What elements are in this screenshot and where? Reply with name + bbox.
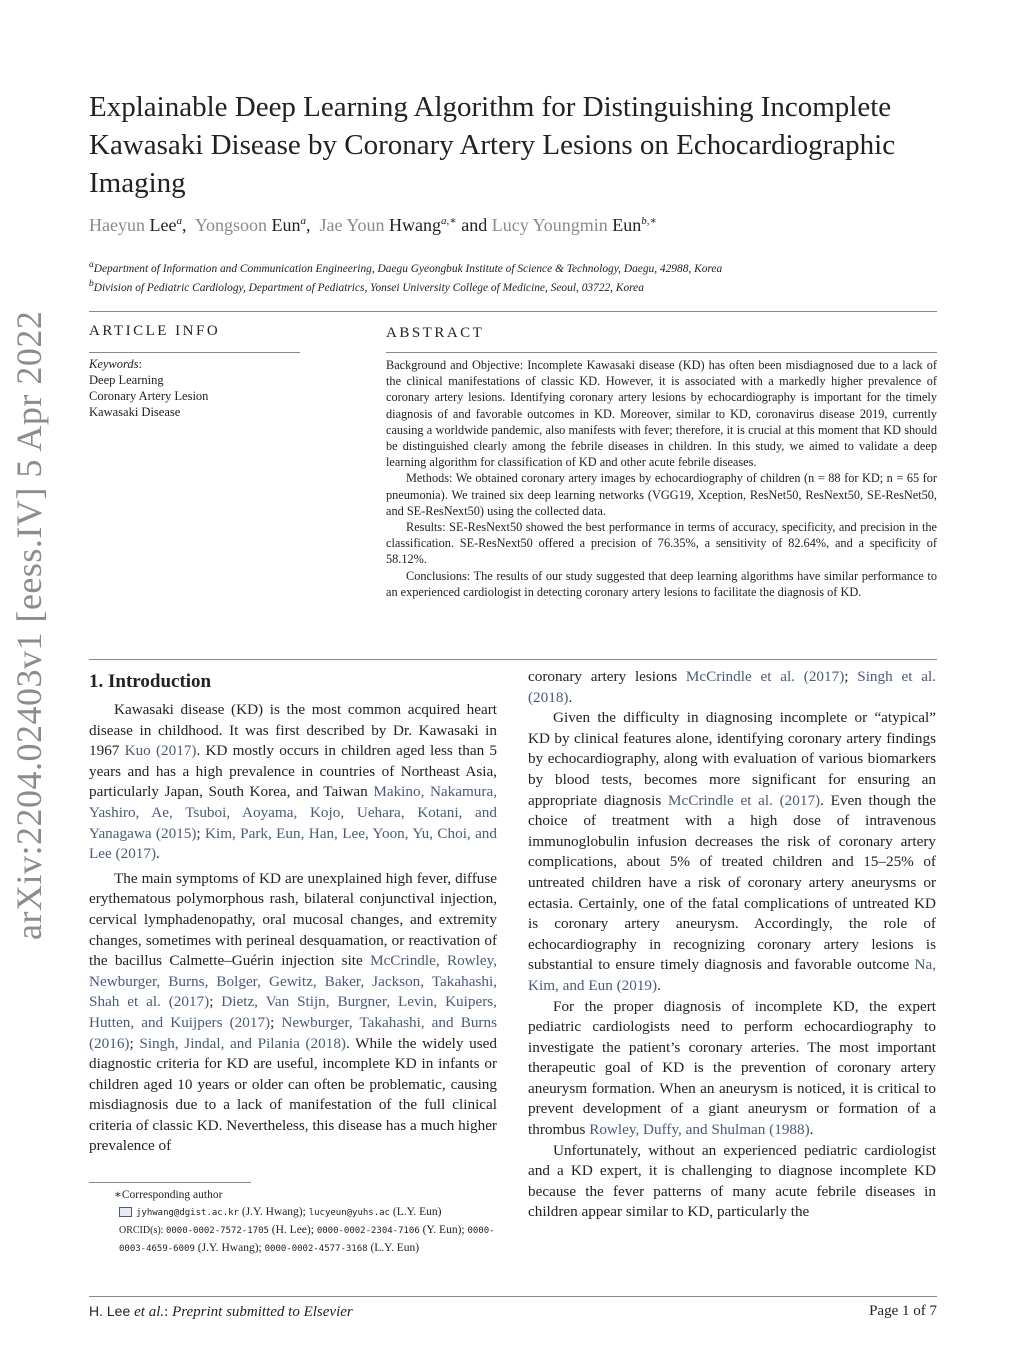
- citation-link[interactable]: Na, Kim, and Eun (2019): [528, 956, 936, 994]
- text-run: . KD mostly occurs in children aged less than 5 years and has a high prevalence in countries of Northeast Asia, particularly Japan, South Korea, and Taiwan: [89, 742, 497, 801]
- text-run: (L.Y. Eun): [367, 1242, 420, 1254]
- keyword-item: Deep Learning: [89, 373, 164, 387]
- text-run: .: [568, 688, 573, 706]
- abstract-paragraph: Results: SE-ResNext50 showed the best performance in terms of accuracy, specificity, and precision in the classification. SE-ResNext50 offered a precision of 76.35%, a sensitivity of 82.64%, and a specificity of 58.12%.: [386, 520, 937, 567]
- citation-link[interactable]: Kim, Park, Eun, Han, Lee, Yoon, Yu, Choi, and Lee (2017): [89, 824, 497, 863]
- text-run: . Even though the choice of treatment with a high dose of intravenous immunoglobulin infusion decreases the risk of coronary artery complications, about 5% of treated children and 15–25% of untreated children have a risk of coronary artery aneurysms or ectasia. Certainly, one of the fatal complications of untreated KD is coronary artery aneurysm. Accordingly, the role of echocardiography in recognizing coronary artery lesions is substantial to ensure timely diagnosis and favorable outcome: [528, 791, 937, 974]
- page-number: Page 1 of 7: [869, 1303, 937, 1319]
- orcid-id: 0000-0002-2304-7106: [316, 1226, 420, 1236]
- affiliation-mark: a: [89, 260, 94, 270]
- right-column: [528, 667, 936, 1223]
- section-heading: 1. Introduction: [89, 671, 212, 692]
- author-list: Haeyun Lee$^a$, Yongsoon Eun$^a$, Jae Youn Hwang$^{a,∗}$ and Lucy Youngmin Eun$^{b,∗}$: [89, 215, 658, 235]
- abstract-body: [386, 357, 937, 600]
- text-run: For the proper diagnosis of incomplete KD, the expert pediatric cardiologists need to perform echocardiography to investigate the patient’s coronary arteries. The most important therapeutic goal of KD is the prevention of coronary artery aneurysm formation. When an aneurysm is noticed, it is critical to prevent development of a giant aneurysm or formation of a thrombus: [528, 997, 936, 1139]
- citation-link[interactable]: McCrindle, Rowley, Newburger, Burns, Bolger, Gewitz, Baker, Jackson, Takahashi, Shah et al. (2017): [89, 952, 498, 1011]
- author-first-name[interactable]: Lucy Youngmin: [491, 215, 608, 235]
- author-last-name: Eun: [612, 215, 642, 235]
- text-run: coronary artery lesions: [528, 668, 686, 685]
- author-first-name[interactable]: Jae Youn: [319, 215, 385, 235]
- email-line: [89, 1204, 497, 1222]
- abstract-divider: [386, 352, 937, 353]
- citation-link[interactable]: Rowley, Duffy, and Shulman (1988): [589, 1121, 810, 1139]
- footnote-divider: [89, 1182, 251, 1183]
- citation-link[interactable]: McCrindle et al. (2017): [685, 668, 845, 685]
- abstract-paragraph: Methods: We obtained coronary artery images by echocardiography of children (n = 88 for KD; n = 65 for pneumonia). We trained six deep learning networks (VGG19, Xception, ResNet50, ResNext50, SE-ResNet50, and SE-ResNext50) using the collected data.: [386, 471, 937, 518]
- text-run: Given the difficulty in diagnosing incomplete or “atypical” KD by clinical features alone, identifying coronary artery findings by echocardiography, along with evaluation of various biomarkers by blood tests, becomes more significant for ensuring an appropriate diagnosis: [528, 709, 936, 809]
- citation-link[interactable]: McCrindle et al. (2017): [667, 791, 821, 809]
- body-paragraph: Unfortunately, without an experienced pediatric cardiologist and a KD expert, it is challenging to diagnose incomplete KD because the fever patterns of many acute febrile diseases in children appear similar to KD, particularly the: [528, 1141, 936, 1221]
- author-conjunction: and: [461, 215, 488, 235]
- footer-divider: [89, 1296, 937, 1297]
- orcid-id: 0000-0002-4577-3168: [264, 1244, 368, 1254]
- citation-link[interactable]: Kuo (2017): [124, 742, 197, 760]
- citation-link[interactable]: Singh et al. (2018): [528, 668, 936, 706]
- body-paragraph: [528, 997, 936, 1141]
- text-run: .: [657, 976, 661, 994]
- author-last-name: Lee: [149, 215, 177, 235]
- email-link[interactable]: jyhwang@dgist.ac.kr: [136, 1208, 239, 1218]
- affiliation-b: [89, 279, 644, 294]
- text-run: :: [164, 1304, 173, 1320]
- text-run: (J.Y. Hwang);: [238, 1206, 309, 1218]
- arxiv-stamp: arXiv:2204.02403v1 [eess.IV] 5 Apr 2022: [9, 310, 49, 940]
- text-run: The main symptoms of KD are unexplained high fever, diffuse erythematous polymorphous rash, bilateral conjunctival injection, cervical lymphadenopathy, oral mucosal changes, and extremity changes, sometimes with perineal desquamation, or reactivation of the bacillus Calmette–Guérin injection site: [89, 869, 497, 970]
- left-column: [89, 700, 497, 1157]
- text-run: (Y. Eun);: [419, 1224, 468, 1236]
- affiliation-text: Division of Pediatric Cardiology, Department of Pediatrics, Yonsei University College of Medicine, Seoul, 03722, Korea: [93, 281, 644, 294]
- author-affiliation-mark: b,∗: [641, 215, 658, 227]
- author-last-name: Hwang: [389, 215, 442, 235]
- citation-link[interactable]: Dietz, Van Stijn, Burgner, Levin, Kuipers, Hutten, and Kuijpers (2017): [89, 993, 497, 1031]
- footnote: [89, 1187, 497, 1258]
- body-paragraph: [528, 708, 936, 996]
- body-paragraph: [89, 700, 497, 865]
- corresponding-author-note: ∗Corresponding author: [114, 1189, 223, 1201]
- footer-journal: Preprint submitted to Elsevier: [172, 1304, 353, 1320]
- abstract-paragraph: Background and Objective: Incomplete Kawasaki disease (KD) has often been misdiagnosed due to a lack of the clinical manifestations of classic KD. However, it is associated with a markedly higher prevalence of coronary artery lesions. Identifying coronary artery lesions by echocardiography is important for the timely diagnosis of and favorable outcomes in KD. Moreover, similar to KD, coronavirus disease 2019, currently causing a worldwide pandemic, also manifests with fever; therefore, it is crucial at this moment that KD should be distinguished clearly among the febrile diseases in children. In this study, we aimed to validate a deep learning algorithm for classification of KD and other acute febrile diseases.: [386, 358, 937, 470]
- affiliation-mark: b: [89, 279, 94, 289]
- running-footer: [89, 1303, 353, 1321]
- citation-link[interactable]: Makino, Nakamura, Yashiro, Ae, Tsuboi, Aoyama, Kojo, Uehara, Kotani, and Yanagawa (2015): [89, 783, 497, 842]
- keywords-block: Keywords: Deep Learning Coronary Artery Lesion Kawasaki Disease: [89, 357, 209, 419]
- article-info-divider: [89, 352, 300, 353]
- abstract-label: ABSTRACT: [386, 325, 485, 341]
- keyword-item: Coronary Artery Lesion: [89, 389, 209, 403]
- orcid-id: 0000-0003-4659-6009: [119, 1226, 495, 1254]
- text-run: ;: [209, 993, 222, 1011]
- text-run: . While the widely used diagnostic criteria for KD are useful, incomplete KD in infants or children aged 10 years or older can often be problematic, causing misdiagnosis due to a lack of manifestation of the full clinical criteria of classic KD. Nevertheless, this disease has a much higher prevalence of: [89, 1034, 498, 1155]
- footer-author: H. Lee: [89, 1303, 135, 1319]
- text-run: .: [809, 1121, 814, 1139]
- orcid-id: 0000-0002-7572-1705: [165, 1226, 269, 1236]
- text-run: (L.Y. Eun): [389, 1206, 442, 1218]
- orcid-label: ORCID(s):: [119, 1225, 166, 1236]
- text-run: (J.Y. Hwang);: [194, 1242, 265, 1254]
- text-run: ;: [270, 1013, 282, 1031]
- author-affiliation-mark: a,∗: [441, 215, 457, 227]
- keywords-label: Keywords: [89, 357, 139, 371]
- abstract-paragraph: Conclusions: The results of our study suggested that deep learning algorithms have similar performance to an experienced cardiologist in detecting coronary artery lesions to facilitate the diagnosis of KD.: [386, 568, 937, 599]
- orcid-line: [89, 1222, 497, 1258]
- text-run: ;: [129, 1034, 140, 1052]
- text-run: (H. Lee);: [268, 1224, 317, 1236]
- envelope-icon: [119, 1207, 132, 1217]
- email-link[interactable]: lucyeun@yuhs.ac: [308, 1208, 390, 1218]
- affiliation-text: Department of Information and Communication Engineering, Daegu Gyeongbuk Institute of Science & Technology, Daegu, 42988, Korea: [93, 262, 723, 275]
- header-divider: [89, 311, 937, 312]
- body-paragraph: [89, 869, 497, 1157]
- keyword-item: Kawasaki Disease: [89, 405, 181, 419]
- article-info-label: ARTICLE INFO: [89, 323, 221, 339]
- text-run: Kawasaki disease (KD) is the most common acquired heart disease in childhood. It was first described by Dr. Kawasaki in 1967: [89, 701, 497, 760]
- author-first-name[interactable]: Yongsoon: [194, 215, 268, 235]
- author-affiliation-mark: a: [176, 215, 182, 227]
- text-run: ;: [196, 824, 205, 842]
- author-first-name[interactable]: Haeyun: [89, 215, 145, 235]
- author-last-name: Eun: [271, 215, 301, 235]
- citation-link[interactable]: Newburger, Takahashi, and Burns (2016): [89, 1013, 497, 1052]
- body-divider: [89, 659, 937, 660]
- text-run: ;: [844, 668, 858, 685]
- paper-title: Explainable Deep Learning Algorithm for Distinguishing Incomplete Kawasaki Disease by Coronary Artery Lesions on Echocardiographic Imaging: [89, 91, 896, 199]
- text-run: .: [156, 845, 160, 863]
- author-affiliation-mark: a: [300, 215, 307, 227]
- affiliation-a: [89, 260, 722, 275]
- citation-link[interactable]: Singh, Jindal, and Pilania (2018): [139, 1034, 346, 1052]
- footer-etal: et al.: [134, 1304, 165, 1320]
- body-paragraph: [528, 667, 936, 708]
